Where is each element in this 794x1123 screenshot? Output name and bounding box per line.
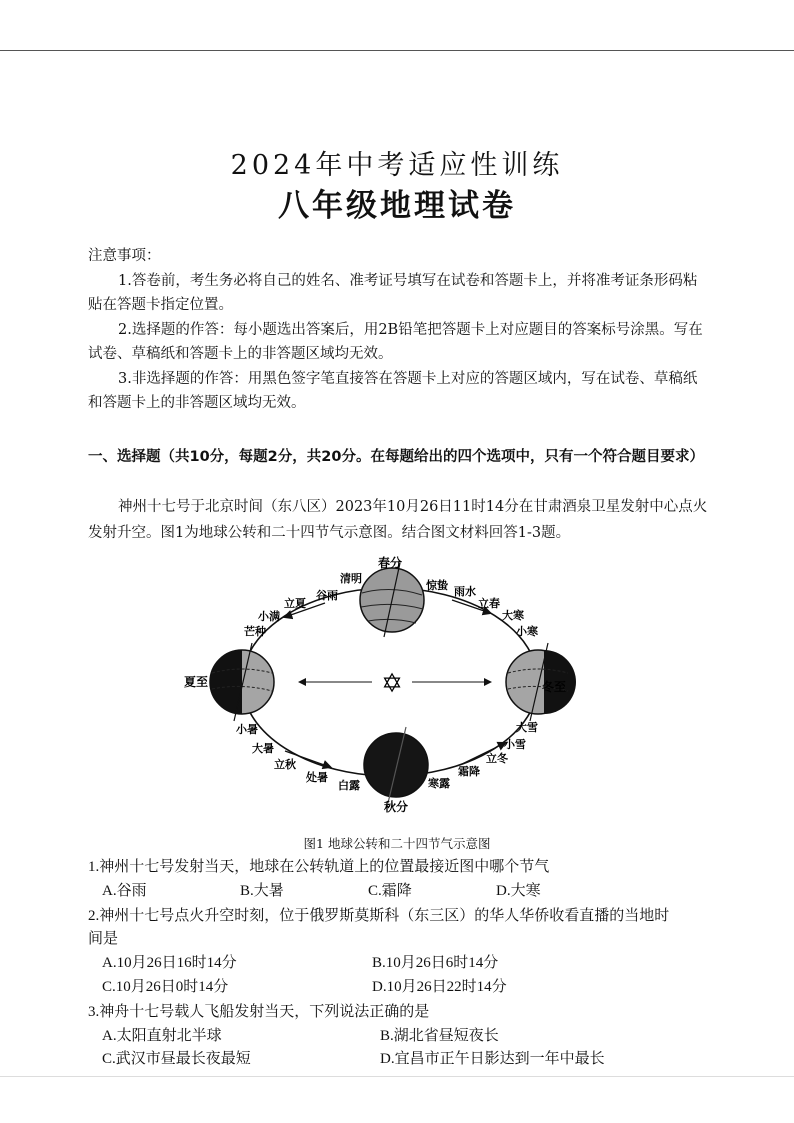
q2-option-d: D.10月26日22时14分: [372, 979, 507, 995]
section-heading: 一、选择题（共10分，每题2分，共20分。在每题给出的四个选项中，只有一个符合题目要求）: [88, 449, 704, 465]
term-label: 小暑: [236, 723, 258, 736]
term-label: 雨水: [454, 585, 476, 598]
earth-spring-equinox: [360, 563, 424, 637]
term-label: 霜降: [458, 765, 480, 778]
term-label: 春分: [378, 556, 403, 570]
notes-heading: 注意事项：: [88, 248, 161, 264]
term-label: 芒种: [244, 625, 266, 638]
notes-item-2: 2.选择题的作答：每小题选出答案后，用2B铅笔把答题卡上对应题目的答案标号涂黑。写在试卷、草稿纸和答题卡上的非答题区域均无效。: [88, 321, 703, 362]
term-label: 大雪: [516, 721, 538, 734]
exam-subtitle: 八年级地理试卷: [278, 188, 516, 224]
term-label: 小寒: [516, 625, 538, 638]
sun-icon: ✡: [381, 669, 403, 699]
term-label: 冬至: [542, 680, 567, 694]
term-label: 寒露: [428, 777, 450, 790]
question-2-stem-line1: 2.神州十七号点火升空时刻，位于俄罗斯莫斯科（东三区）的华人华侨收看直播的当地时: [88, 908, 670, 924]
term-label: 小满: [258, 610, 280, 623]
figure-caption: 图1 地球公转和二十四节气示意图: [303, 836, 491, 851]
q1-option-d: D.大寒: [496, 883, 541, 899]
question-3-stem: 3.神舟十七号载人飞船发射当天，下列说法正确的是: [88, 1004, 430, 1020]
q3-option-b: B.湖北省昼短夜长: [380, 1028, 499, 1044]
section-intro: [88, 494, 712, 546]
term-label: 立秋: [274, 758, 296, 771]
q3-option-a: A.太阳直射北半球: [102, 1028, 222, 1044]
bottom-rule: [0, 1076, 794, 1077]
q1-option-c: C.霜降: [368, 883, 412, 899]
term-label: 夏至: [184, 675, 209, 689]
term-label: 惊蛰: [426, 579, 448, 592]
q3-option-c: C.武汉市昼最长夜最短: [102, 1051, 251, 1067]
term-label: 大暑: [252, 742, 274, 755]
earth-autumn-equinox: [364, 727, 428, 803]
term-label: 秋分: [384, 800, 409, 814]
q1-option-a: A.谷雨: [102, 883, 147, 899]
q2-option-c: C.10月26日0时14分: [102, 979, 229, 995]
term-label: 小雪: [504, 738, 526, 751]
q2-option-b: B.10月26日6时14分: [372, 955, 499, 971]
term-label: 处暑: [306, 771, 328, 784]
top-rule: [0, 50, 794, 51]
term-label: 大寒: [502, 609, 524, 622]
term-label: 白露: [338, 779, 360, 792]
question-2-stem-line2: 间是: [88, 931, 119, 947]
intro-text: 神州十七号于北京时间（东八区）2023年10月26日11时14分在甘肃酒泉卫星发射中心点火发射升空。图1为地球公转和二十四节气示意图。结合图文材料回答1-3题。: [88, 499, 708, 541]
earth-summer-solstice: [210, 643, 274, 721]
exam-title: 2024年中考适应性训练: [230, 150, 564, 181]
term-label: 立冬: [486, 752, 508, 765]
term-label: 谷雨: [316, 589, 338, 602]
q3-option-d: D.宜昌市正午日影达到一年中最长: [380, 1051, 605, 1067]
q1-option-b: B.大暑: [240, 883, 284, 899]
orbit-diagram: [160, 555, 580, 825]
notes-item-1: 1.答卷前，考生务必将自己的姓名、准考证号填写在试卷和答题卡上，并将准考证条形码粘贴在答题卡指定位置。: [88, 272, 698, 313]
figure-orbit: [160, 555, 580, 829]
term-label: 立夏: [284, 597, 306, 610]
term-label: 立春: [478, 597, 500, 610]
notes-block: [88, 244, 708, 416]
term-label: 清明: [340, 572, 362, 585]
q2-option-a: A.10月26日16时14分: [102, 955, 237, 971]
question-1-stem: 1.神州十七号发射当天，地球在公转轨道上的位置最接近图中哪个节气: [88, 859, 550, 875]
notes-item-3: 3.非选择题的作答：用黑色签字笔直接答在答题卡上对应的答题区域内，写在试卷、草稿纸和答题卡上的非答题区域均无效。: [88, 370, 698, 411]
